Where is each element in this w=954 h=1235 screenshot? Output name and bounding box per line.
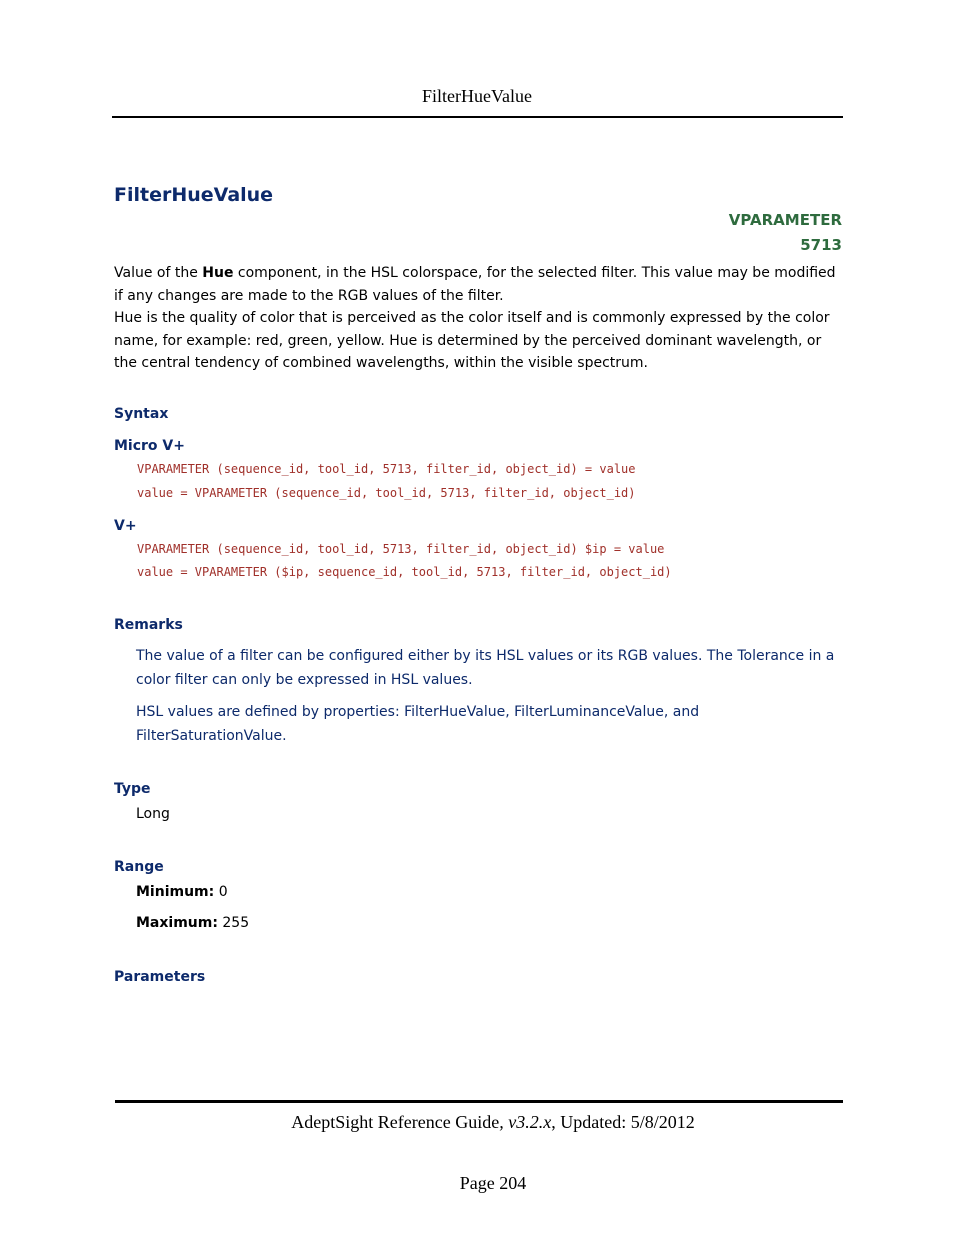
footer-guide-line [0,1112,954,1133]
range-maximum [136,915,249,931]
micro-v-heading: Micro V+ [114,438,185,454]
v-plus-code-line-2: value = VPARAMETER ($ip, sequence_id, tool_id, 5713, filter_id, object_id) [137,565,672,579]
range-maximum-value: 255 [217,915,250,931]
range-minimum-label: Minimum: [136,884,215,900]
micro-v-code-line-1: VPARAMETER (sequence_id, tool_id, 5713, filter_id, object_id) = value [137,462,636,476]
type-value: Long [136,806,170,822]
v-plus-code-line-1: VPARAMETER (sequence_id, tool_id, 5713, filter_id, object_id) $ip = value [137,542,665,556]
description-bold-hue: Hue [202,265,234,281]
remarks-paragraph-1: The value of a filter can be configured either by its HSL values or its RGB values. The Tolerance in a color filter can only be expressed in HSL values. [136,648,835,688]
header-rule [112,116,843,118]
remarks-heading: Remarks [114,617,183,633]
vparameter-number: 5713 [800,236,842,254]
description-paragraph-2: Hue is the quality of color that is perceived as the color itself and is commonly expressed by the color name, for example: red, green, yellow. Hue is determined by the perceived dominant wavelength, or the central tendency of combined wavelengths, within the visible spectrum. [114,310,830,371]
range-heading: Range [114,859,164,875]
vparameter-block [729,208,842,258]
page-number: Page 204 [459,1173,527,1193]
description-paragraph-1 [114,262,844,307]
running-header: FilterHueValue [422,86,532,106]
parameters-heading: Parameters [114,969,206,985]
description-text-after: component, in the HSL colorspace, for the selected filter. This value may be modified if any changes are made to the RGB values of the filter. [114,265,836,304]
range-maximum-label: Maximum: [136,915,218,931]
syntax-heading: Syntax [114,406,169,422]
footer-version: , v3.2.x [499,1112,552,1132]
page-title: FilterHueValue [114,184,274,206]
description [114,262,844,375]
footer-rule [115,1100,843,1103]
vparameter-label: VPARAMETER [728,211,842,229]
remarks-paragraph-2: HSL values are defined by properties: FilterHueValue, FilterLuminanceValue, and FilterSaturationValue. [136,704,700,744]
footer-updated: , Updated: 5/8/2012 [551,1112,695,1132]
description-text-before: Value of the [114,265,203,281]
footer-guide-name: AdeptSight Reference Guide [291,1112,500,1132]
micro-v-code-line-2: value = VPARAMETER (sequence_id, tool_id, 5713, filter_id, object_id) [137,486,636,500]
range-minimum-value: 0 [214,884,228,900]
v-plus-heading: V+ [114,518,137,534]
type-heading: Type [114,781,151,797]
range-minimum [136,884,228,900]
